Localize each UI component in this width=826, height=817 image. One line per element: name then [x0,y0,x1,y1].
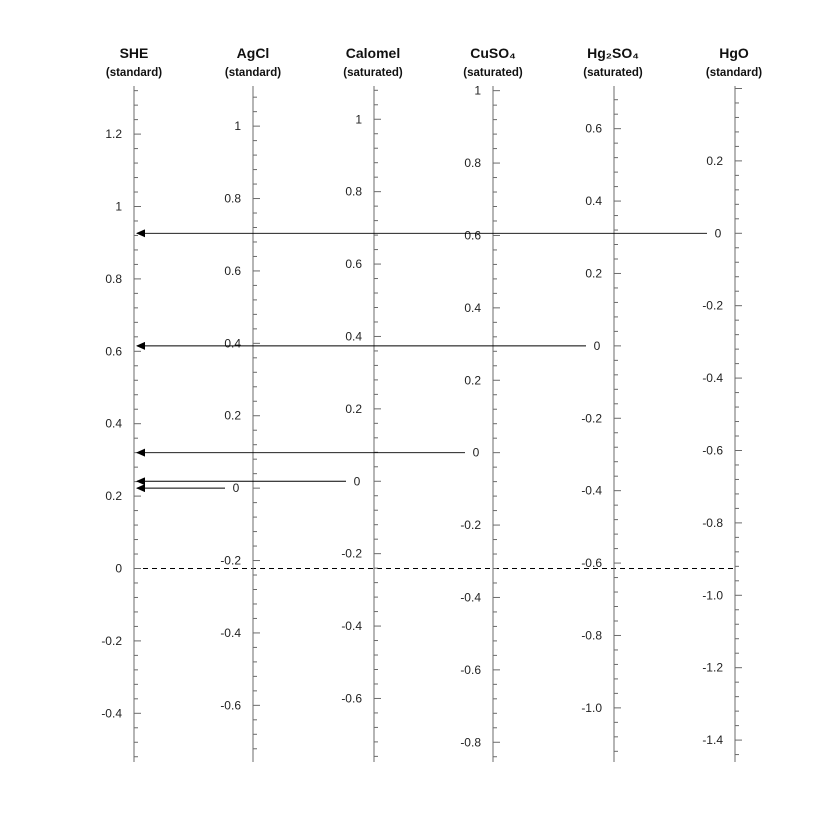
tick-label-calomel: 0.4 [345,329,362,344]
column-title-hgso: Hg₂SO₄ [587,45,639,61]
tick-label-cuso: -0.8 [460,735,481,750]
tick-label-agcl: 0.4 [224,336,241,351]
column-title-cuso: CuSO₄ [470,45,516,61]
tick-label-cuso: 1 [474,83,481,98]
tick-label-she: 0 [115,561,122,576]
tick-label-she: 1 [115,199,122,214]
tick-label-hgso: -0.2 [581,411,602,426]
zero-label-hgo: 0 [714,226,722,241]
tick-label-cuso: 0.4 [464,300,481,315]
column-title-she: SHE [119,45,149,61]
tick-label-hgo: -0.2 [702,298,723,313]
tick-label-cuso: 0.8 [464,156,481,171]
tick-label-agcl: 0.2 [224,408,241,423]
tick-label-hgo: -0.8 [702,515,723,530]
column-title-agcl: AgCl [236,45,270,61]
column-title-hgo: HgO [719,45,749,61]
tick-label-hgso: -0.4 [581,483,602,498]
tick-label-hgo: -1.0 [702,588,723,603]
tick-label-hgso: -0.8 [581,628,602,643]
tick-label-hgso: -1.0 [581,700,602,715]
tick-label-hgo: -0.4 [702,371,723,386]
zero-label-calomel: 0 [353,474,361,489]
zero-label-hgso: 0 [593,338,601,353]
tick-label-agcl: 1 [234,119,241,134]
tick-label-hgo: -1.4 [702,733,723,748]
tick-label-calomel: -0.6 [341,691,362,706]
tick-label-agcl: 0.8 [224,191,241,206]
column-subtitle-hgso: (saturated) [583,67,643,79]
tick-label-cuso: 0.6 [464,228,481,243]
tick-label-calomel: 0.8 [345,184,362,199]
tick-label-cuso: -0.2 [460,518,481,533]
tick-label-hgo: -1.2 [702,660,723,675]
tick-label-she: 1.2 [105,127,122,142]
tick-label-cuso: -0.4 [460,590,481,605]
tick-label-she: -0.4 [101,706,122,721]
tick-label-she: 0.2 [105,489,122,504]
tick-label-calomel: -0.4 [341,619,362,634]
tick-label-agcl: -0.4 [220,625,241,640]
tick-label-calomel: 1 [355,112,362,127]
tick-label-hgso: -0.6 [581,556,602,571]
tick-label-she: 0.8 [105,271,122,286]
tick-label-hgso: 0.6 [585,121,602,136]
tick-label-calomel: 0.2 [345,401,362,416]
column-subtitle-calomel: (saturated) [343,67,403,79]
tick-label-hgso: 0.2 [585,266,602,281]
tick-label-agcl: -0.2 [220,553,241,568]
column-subtitle-agcl: (standard) [224,67,282,79]
tick-label-she: 0.4 [105,416,122,431]
column-title-calomel: Calomel [345,45,401,61]
column-subtitle-she: (standard) [105,67,163,79]
tick-label-she: -0.2 [101,633,122,648]
column-subtitle-hgo: (standard) [705,67,763,79]
tick-label-she: 0.6 [105,344,122,359]
tick-label-hgo: -0.6 [702,443,723,458]
column-subtitle-cuso: (saturated) [463,67,523,79]
tick-label-agcl: -0.6 [220,698,241,713]
tick-label-hgso: 0.4 [585,194,602,209]
tick-label-cuso: 0.2 [464,373,481,388]
tick-label-agcl: 0.6 [224,263,241,278]
zero-label-cuso: 0 [472,445,480,460]
tick-label-cuso: -0.6 [460,662,481,677]
zero-label-agcl: 0 [232,481,240,496]
tick-label-hgo: 0.2 [706,153,723,168]
tick-label-calomel: 0.6 [345,257,362,272]
tick-label-calomel: -0.2 [341,546,362,561]
